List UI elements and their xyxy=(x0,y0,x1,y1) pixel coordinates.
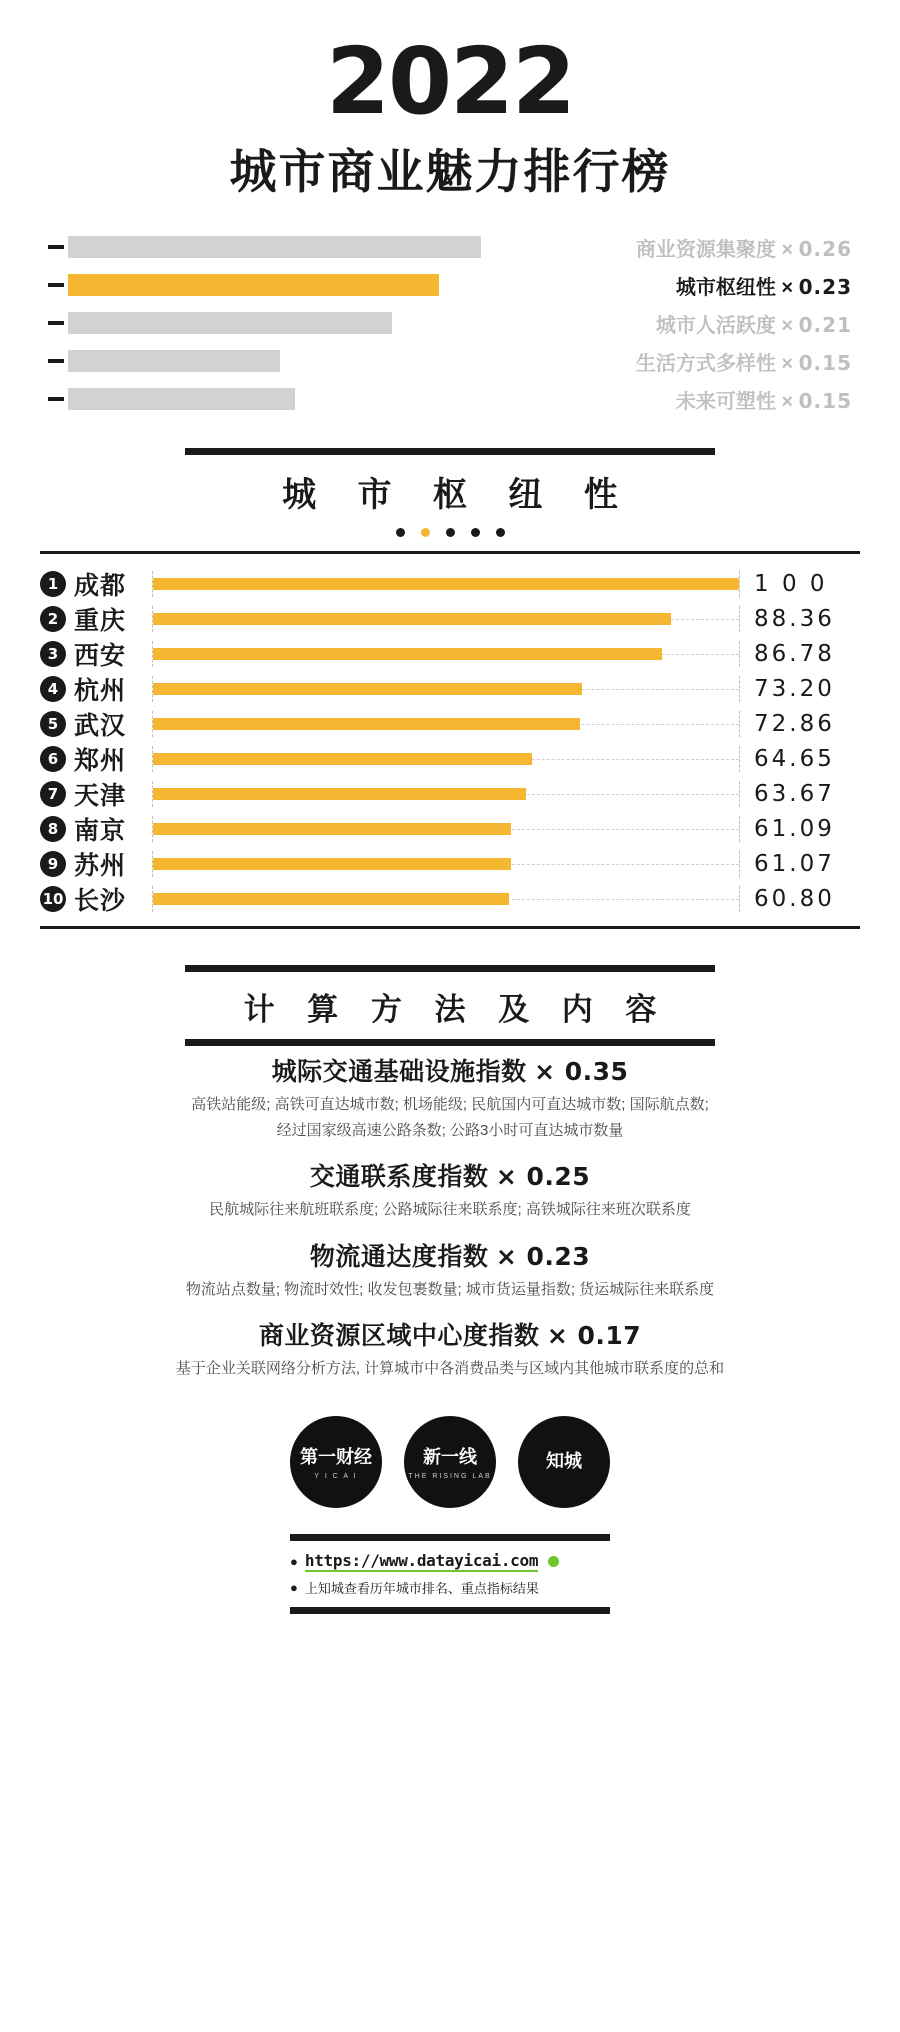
rank-badge: 10 xyxy=(40,886,66,912)
value-label: 61.09 xyxy=(754,815,835,842)
year-heading: 2022 xyxy=(325,28,575,135)
bar-track xyxy=(152,606,740,632)
method-item xyxy=(40,1237,860,1303)
bar xyxy=(153,753,532,765)
weight-bar-track xyxy=(68,312,646,334)
rank-badge: 4 xyxy=(40,676,66,702)
city-label: 杭州 xyxy=(74,676,127,705)
table-row xyxy=(40,566,860,601)
bar xyxy=(153,893,509,905)
value-label: 86.78 xyxy=(754,640,835,667)
ranking-chart xyxy=(40,551,860,929)
bar-track xyxy=(152,886,740,912)
page-title: 城市商业魅力排行榜 xyxy=(229,145,671,199)
dot xyxy=(446,528,455,537)
method-title: 计 算 方 法 及 内 容 xyxy=(243,992,669,1028)
value-label: 73.20 xyxy=(754,675,835,702)
logo-row xyxy=(0,1416,900,1508)
weight-label: 生活方式多样性 × 0.15 xyxy=(635,350,852,375)
city-label: 成都 xyxy=(74,571,127,600)
dash-marker xyxy=(48,245,64,249)
bar xyxy=(153,788,526,800)
weight-label-active: 城市枢纽性 × 0.23 xyxy=(675,274,852,299)
weight-bar-track xyxy=(68,350,626,372)
rank-badge: 9 xyxy=(40,851,66,877)
rank-badge: 8 xyxy=(40,816,66,842)
section-title: 城 市 枢 纽 性 xyxy=(282,476,634,515)
dot-active xyxy=(421,528,430,537)
value-label: 60.80 xyxy=(754,885,835,912)
city-label: 天津 xyxy=(74,781,127,810)
bar-track xyxy=(152,711,740,737)
city-label: 南京 xyxy=(74,816,127,845)
city-label: 郑州 xyxy=(74,746,127,775)
city-label: 西安 xyxy=(74,641,127,670)
divider-rule xyxy=(185,965,715,972)
method-item-sub: 高铁站能级; 高铁可直达城市数; 机场能级; 民航国内可直达城市数; 国际航点数; 经过国家级高速公路条数; 公路3小时可直达城市数量 xyxy=(191,1096,709,1139)
rank-badge: 2 xyxy=(40,606,66,632)
weight-row xyxy=(48,346,852,376)
weight-bar-track xyxy=(68,388,666,410)
weights-list xyxy=(48,232,852,414)
value-label: 72.86 xyxy=(754,710,835,737)
method-item xyxy=(40,1157,860,1223)
rank-badge: 5 xyxy=(40,711,66,737)
logo-risinglab-label: 新一线 xyxy=(423,1447,477,1468)
weight-bar-track xyxy=(68,236,626,258)
weight-bar-track xyxy=(68,274,666,296)
rank-badge: 6 xyxy=(40,746,66,772)
table-row xyxy=(40,846,860,881)
bar xyxy=(153,858,511,870)
city-label: 长沙 xyxy=(74,886,127,915)
footer-url-row[interactable] xyxy=(290,1541,610,1574)
logo-risinglab xyxy=(404,1416,496,1508)
dot xyxy=(396,528,405,537)
method-item-sub: 民航城际往来航班联系度; 公路城际往来联系度; 高铁城际往来班次联系度 xyxy=(209,1201,691,1219)
table-row xyxy=(40,671,860,706)
dash-marker xyxy=(48,283,64,287)
value-label: 1 0 0 xyxy=(754,570,828,597)
method-item-sub: 基于企业关联网络分析方法, 计算城市中各消费品类与区域内其他城市联系度的总和 xyxy=(175,1360,725,1378)
divider-rule xyxy=(290,1607,610,1614)
divider-rule xyxy=(290,1534,610,1541)
bar-track xyxy=(152,641,740,667)
weight-row xyxy=(48,384,852,414)
bar-track xyxy=(152,781,740,807)
table-row xyxy=(40,741,860,776)
bar xyxy=(153,578,739,590)
bar-track xyxy=(152,746,740,772)
weight-bar-active xyxy=(68,274,439,296)
value-label: 88.36 xyxy=(754,605,835,632)
bullet-icon: ● xyxy=(290,1579,298,1595)
city-label: 苏州 xyxy=(74,851,127,880)
method-item-head: 交通联系度指数 × 0.25 xyxy=(309,1162,591,1192)
bar-track xyxy=(152,851,740,877)
city-label: 武汉 xyxy=(74,711,127,740)
table-row xyxy=(40,776,860,811)
bar-track xyxy=(152,571,740,597)
table-row xyxy=(40,811,860,846)
rank-badge: 7 xyxy=(40,781,66,807)
bar xyxy=(153,683,582,695)
dot-indicator xyxy=(185,528,715,537)
bar-track xyxy=(152,676,740,702)
weight-row xyxy=(48,270,852,300)
weight-bar xyxy=(68,236,481,258)
bar-track xyxy=(152,816,740,842)
logo-yicai xyxy=(290,1416,382,1508)
green-dot-icon xyxy=(548,1556,559,1567)
weight-label: 城市人活跃度 × 0.21 xyxy=(655,312,852,337)
title-block xyxy=(0,0,900,202)
rank-badge: 1 xyxy=(40,571,66,597)
logo-yicai-label: 第一财经 xyxy=(300,1447,372,1468)
weight-row xyxy=(48,232,852,262)
table-row xyxy=(40,601,860,636)
method-item xyxy=(40,1052,860,1143)
section-header xyxy=(185,448,715,537)
weight-label: 商业资源集聚度 × 0.26 xyxy=(635,236,852,261)
logo-zhicheng-label: 知城 xyxy=(546,1450,582,1471)
divider-rule xyxy=(185,1039,715,1046)
method-body xyxy=(40,1052,860,1382)
table-row xyxy=(40,636,860,671)
footer-note: 上知城查看历年城市排名、重点指标结果 xyxy=(304,1580,539,1596)
logo-risinglab-sub: THE RISING LAB xyxy=(408,1473,492,1481)
dash-marker xyxy=(48,321,64,325)
table-row xyxy=(40,706,860,741)
method-item xyxy=(40,1316,860,1382)
weight-bar xyxy=(68,350,280,372)
method-item-head: 商业资源区域中心度指数 × 0.17 xyxy=(258,1321,642,1351)
value-label: 61.07 xyxy=(754,850,835,877)
bar xyxy=(153,648,662,660)
city-label: 重庆 xyxy=(74,606,127,635)
method-item-sub: 物流站点数量; 物流时效性; 收发包裹数量; 城市货运量指数; 货运城际往来联系度 xyxy=(185,1280,715,1298)
bar xyxy=(153,823,511,835)
bar xyxy=(153,613,671,625)
logo-zhicheng xyxy=(518,1416,610,1508)
weight-bar xyxy=(68,388,295,410)
divider-rule xyxy=(185,448,715,455)
method-header xyxy=(185,965,715,1046)
weight-row xyxy=(48,308,852,338)
table-row xyxy=(40,881,860,916)
website-link[interactable]: https://www.datayicai.com xyxy=(304,1550,539,1570)
value-label: 64.65 xyxy=(754,745,835,772)
dot xyxy=(496,528,505,537)
weight-bar xyxy=(68,312,392,334)
value-label: 63.67 xyxy=(754,780,835,807)
footer-note-row xyxy=(290,1574,610,1607)
method-item-head: 城际交通基础设施指数 × 0.35 xyxy=(271,1057,629,1087)
bar xyxy=(153,718,580,730)
logo-yicai-sub: Y I C A I xyxy=(314,1473,358,1481)
footer xyxy=(290,1534,610,1614)
method-item-head: 物流通达度指数 × 0.23 xyxy=(309,1241,591,1271)
dash-marker xyxy=(48,359,64,363)
rank-badge: 3 xyxy=(40,641,66,667)
dot xyxy=(471,528,480,537)
weight-label: 未来可塑性 × 0.15 xyxy=(675,388,852,413)
bullet-icon: ● xyxy=(290,1553,298,1569)
dash-marker xyxy=(48,397,64,401)
